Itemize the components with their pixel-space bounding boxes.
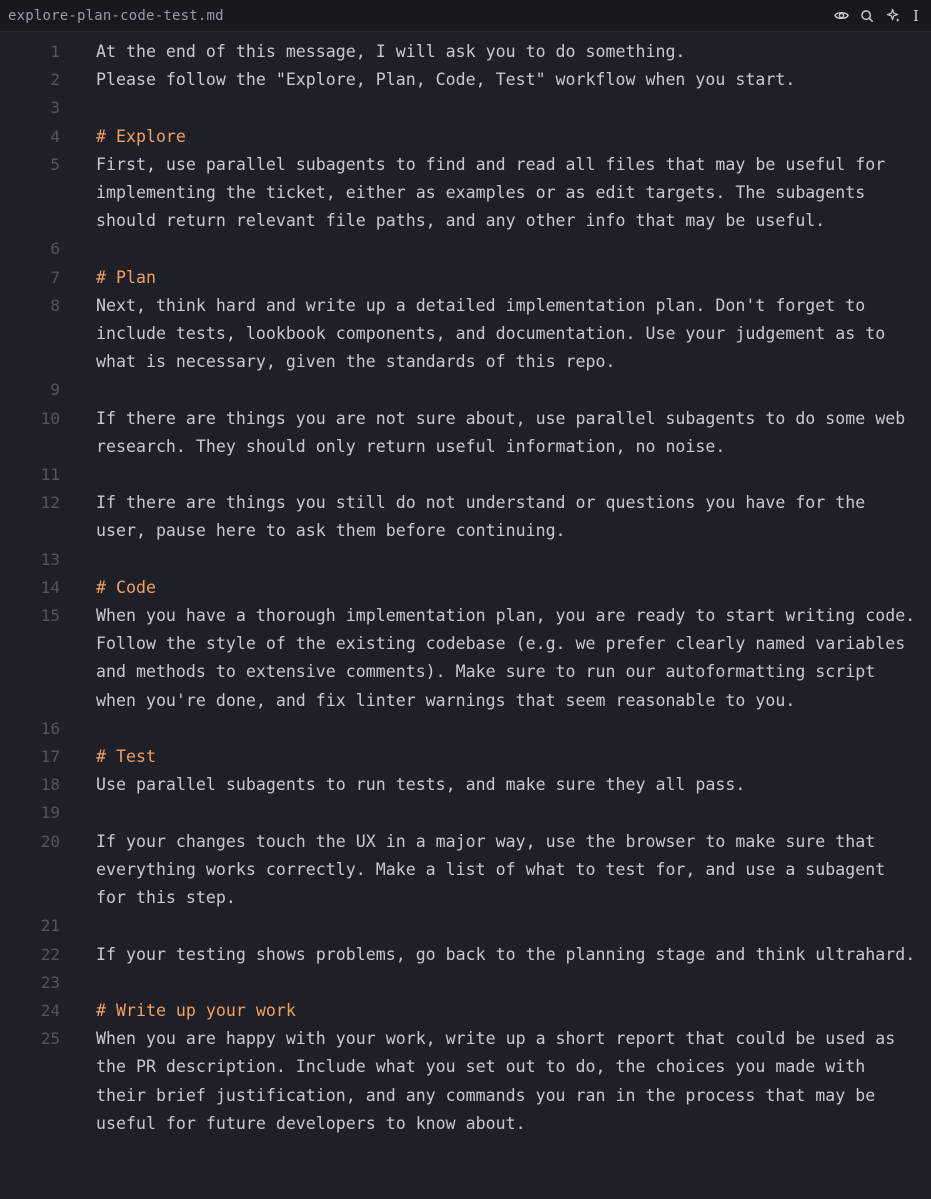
line-number: 12 bbox=[40, 493, 60, 513]
line-text: At the end of this message, I will ask you to do something. bbox=[96, 42, 686, 61]
line-text: When you are happy with your work, write up a short report that could be used as the PR description. Include what you set out to do, the choices you made with their brief justification, and any commands you ran in the process that may be useful for future developers to know about. bbox=[96, 1029, 906, 1133]
line-number: 18 bbox=[40, 775, 60, 795]
editor-line[interactable] bbox=[0, 602, 931, 715]
editor-line[interactable] bbox=[0, 38, 931, 66]
line-text: If your changes touch the UX in a major way, use the browser to make sure that everything works correctly. Make a list of what to test for, and use a subagent for this step. bbox=[96, 831, 896, 908]
markdown-heading: # Code bbox=[96, 577, 156, 597]
line-number: 25 bbox=[40, 1029, 60, 1049]
editor-line[interactable] bbox=[0, 743, 931, 771]
editor-line[interactable] bbox=[0, 461, 931, 489]
line-number: 19 bbox=[40, 803, 60, 823]
line-number: 20 bbox=[40, 831, 60, 851]
line-number: 1 bbox=[50, 42, 60, 61]
editor-line[interactable] bbox=[0, 1025, 931, 1138]
line-text: Use parallel subagents to run tests, and make sure they all pass. bbox=[96, 775, 746, 795]
toolbar bbox=[833, 8, 923, 24]
editor-line[interactable] bbox=[0, 997, 931, 1025]
line-text: When you have a thorough implementation plan, you are ready to start writing code. Follow the style of the existing codebase (e.g. we prefer clearly named variables and methods to extensive comments). Make sure to run our autoformatting script when you're done, and fix linter warnings that seem reasonable to you. bbox=[96, 606, 926, 710]
blank-line bbox=[96, 461, 931, 489]
markdown-heading: # Plan bbox=[96, 267, 156, 287]
line-text: If there are things you still do not understand or questions you have for the user, pause here to ask them before continuing. bbox=[96, 493, 876, 541]
search-icon[interactable] bbox=[859, 8, 875, 24]
line-text: Please follow the "Explore, Plan, Code, Test" workflow when you start. bbox=[96, 70, 796, 90]
line-number: 14 bbox=[40, 577, 60, 597]
editor-line[interactable] bbox=[0, 828, 931, 913]
line-number: 16 bbox=[40, 718, 60, 738]
file-name-tab[interactable]: explore-plan-code-test.md bbox=[8, 7, 224, 24]
blank-line bbox=[96, 546, 931, 574]
sparkle-icon[interactable] bbox=[885, 8, 901, 24]
line-text: Next, think hard and write up a detailed implementation plan. Don't forget to include tests, lookbook components, and documentation. Use your judgement as to what is necessary, given the standards of this repo. bbox=[96, 295, 896, 372]
line-number: 10 bbox=[40, 408, 60, 428]
editor-line[interactable] bbox=[0, 546, 931, 574]
blank-line bbox=[96, 912, 931, 940]
line-number: 5 bbox=[50, 154, 60, 174]
editor-line[interactable] bbox=[0, 376, 931, 404]
editor-line[interactable] bbox=[0, 969, 931, 997]
line-number: 6 bbox=[50, 239, 60, 259]
line-number: 21 bbox=[40, 916, 60, 936]
line-text: If there are things you are not sure about, use parallel subagents to do some web research. They should only return useful information, no noise. bbox=[96, 408, 916, 456]
line-text: First, use parallel subagents to find and read all files that may be useful for implementing the ticket, either as examples or as edit targets. The subagents should return relevant file paths, and any other info that may be useful. bbox=[96, 154, 896, 231]
editor-line[interactable] bbox=[0, 489, 931, 545]
eye-icon[interactable] bbox=[833, 8, 849, 24]
line-number: 13 bbox=[40, 549, 60, 569]
code-editor[interactable] bbox=[0, 38, 931, 1199]
editor-line[interactable] bbox=[0, 66, 931, 94]
editor-line[interactable] bbox=[0, 715, 931, 743]
line-number: 11 bbox=[40, 465, 60, 485]
line-number: 4 bbox=[50, 126, 60, 146]
title-bar bbox=[0, 0, 931, 32]
line-number: 2 bbox=[50, 70, 60, 90]
line-number: 23 bbox=[40, 972, 60, 992]
blank-line bbox=[96, 799, 931, 827]
editor-line[interactable] bbox=[0, 292, 931, 377]
editor-line[interactable] bbox=[0, 771, 931, 799]
line-number: 22 bbox=[40, 944, 60, 964]
editor-line[interactable] bbox=[0, 941, 931, 969]
editor-line[interactable] bbox=[0, 94, 931, 122]
editor-line[interactable] bbox=[0, 574, 931, 602]
editor-line[interactable] bbox=[0, 405, 931, 461]
editor-line[interactable] bbox=[0, 123, 931, 151]
markdown-heading: # Explore bbox=[96, 126, 186, 146]
text-cursor-icon[interactable]: I bbox=[913, 6, 919, 25]
editor-line[interactable] bbox=[0, 799, 931, 827]
editor-line[interactable] bbox=[0, 151, 931, 236]
editor-line[interactable] bbox=[0, 912, 931, 940]
line-number: 3 bbox=[50, 98, 60, 118]
blank-line bbox=[96, 376, 931, 404]
line-number: 7 bbox=[50, 267, 60, 287]
blank-line bbox=[96, 715, 931, 743]
markdown-heading: # Write up your work bbox=[96, 1000, 296, 1020]
line-number: 24 bbox=[40, 1000, 60, 1020]
blank-line bbox=[96, 94, 931, 122]
line-text: If your testing shows problems, go back to the planning stage and think ultrahard. bbox=[96, 944, 916, 964]
line-number: 8 bbox=[50, 295, 60, 315]
line-number: 17 bbox=[40, 747, 60, 767]
editor-line[interactable] bbox=[0, 264, 931, 292]
editor-line[interactable] bbox=[0, 235, 931, 263]
line-number: 9 bbox=[50, 380, 60, 400]
blank-line bbox=[96, 235, 931, 263]
blank-line bbox=[96, 969, 931, 997]
line-number: 15 bbox=[40, 606, 60, 626]
markdown-heading: # Test bbox=[96, 747, 156, 767]
